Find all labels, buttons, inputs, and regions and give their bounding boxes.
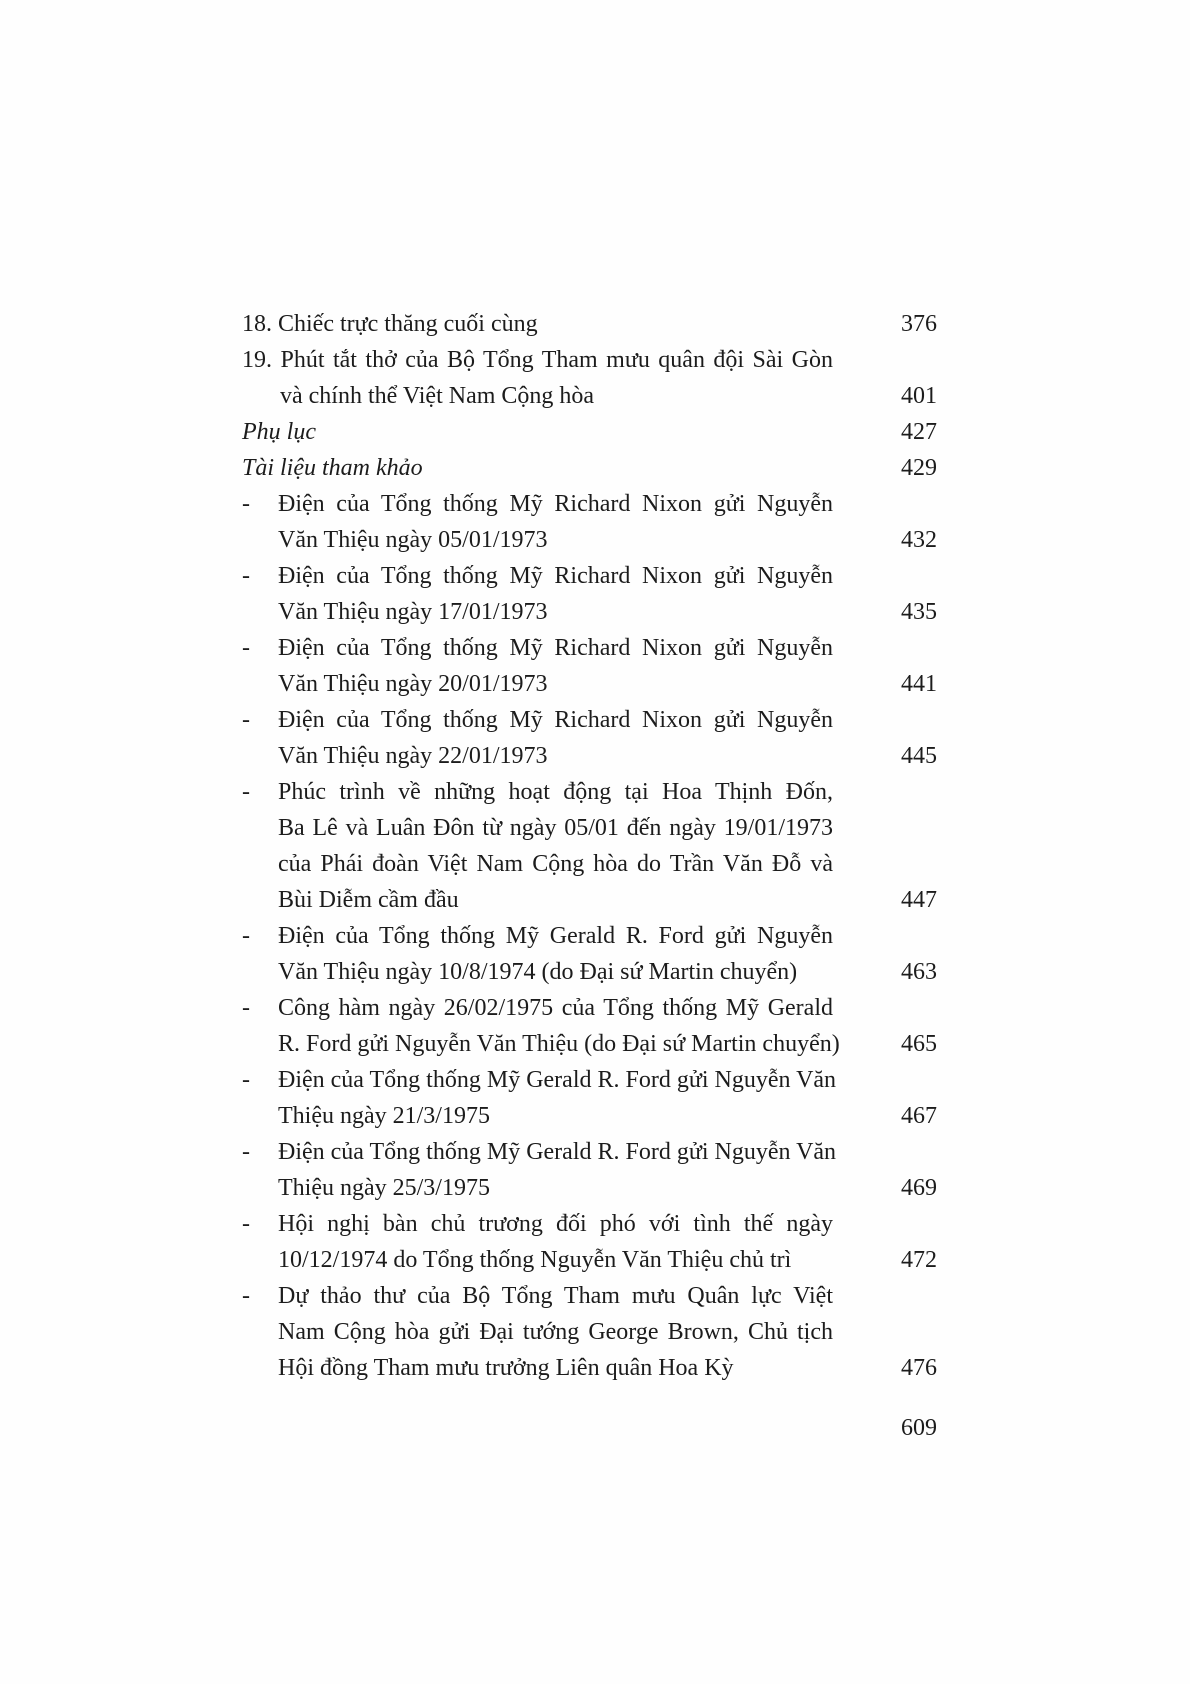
entry-line: Ba Lê và Luân Đôn từ ngày 05/01 đến ngày 19/01/1973 (278, 815, 833, 841)
entry-text (242, 486, 833, 558)
entry-line: - Điện của Tổng thống Mỹ Richard Nixon gửi Nguyễn (242, 630, 833, 666)
dash-marker: - (242, 923, 250, 949)
entry-text (242, 774, 833, 918)
entry-text (242, 1206, 833, 1278)
entry-page-number: 463 (901, 959, 937, 985)
toc-entry (242, 1278, 937, 1386)
entry-line: Phụ lục (242, 419, 316, 445)
entry-line: Hội đồng Tham mưu trưởng Liên quân Hoa Kỳ (278, 1355, 734, 1381)
entry-line: 10/12/1974 do Tổng thống Nguyễn Văn Thiệu chủ trì (278, 1247, 792, 1273)
folio-page-number: 609 (901, 1415, 937, 1441)
entry-text (242, 450, 833, 486)
entry-page-number: 427 (901, 419, 937, 445)
dash-marker: - (242, 707, 250, 733)
entry-line: 18. Chiếc trực thăng cuối cùng (242, 311, 538, 337)
toc-entry (242, 342, 937, 414)
entry-page-number: 476 (901, 1355, 937, 1381)
entry-page-number: 472 (901, 1247, 937, 1273)
table-of-contents (242, 306, 937, 1386)
entry-line: Nam Cộng hòa gửi Đại tướng George Brown, Chủ tịch (278, 1319, 833, 1345)
entry-page-number: 441 (901, 671, 937, 697)
entry-text (242, 990, 840, 1062)
entry-line: Bùi Diễm cầm đầu (278, 887, 459, 913)
dash-marker: - (242, 635, 250, 661)
entry-page-number: 429 (901, 455, 937, 481)
dash-marker: - (242, 1139, 250, 1165)
entry-line: Văn Thiệu ngày 17/01/1973 (278, 599, 548, 625)
toc-entry (242, 306, 937, 342)
toc-entry (242, 486, 937, 558)
entry-line: - Công hàm ngày 26/02/1975 của Tổng thống Mỹ Gerald (242, 990, 833, 1026)
entry-line: Thiệu ngày 21/3/1975 (278, 1103, 490, 1129)
entry-text (242, 306, 833, 342)
entry-page-number: 432 (901, 527, 937, 553)
entry-page-number: 469 (901, 1175, 937, 1201)
entry-line: Văn Thiệu ngày 22/01/1973 (278, 743, 548, 769)
entry-text (242, 918, 833, 990)
entry-line: Văn Thiệu ngày 10/8/1974 (do Đại sứ Martin chuyển) (278, 959, 798, 985)
entry-line: Văn Thiệu ngày 20/01/1973 (278, 671, 548, 697)
toc-entry (242, 1062, 937, 1134)
entry-text (242, 630, 833, 702)
dash-marker: - (242, 491, 250, 517)
chapter-number: 19. (242, 347, 272, 373)
entry-line: - Dự thảo thư của Bộ Tổng Tham mưu Quân lực Việt (242, 1278, 833, 1314)
entry-line: của Phái đoàn Việt Nam Cộng hòa do Trần Văn Đỗ và (278, 851, 833, 877)
entry-page-number: 467 (901, 1103, 937, 1129)
entry-line: - Điện của Tổng thống Mỹ Richard Nixon gửi Nguyễn (242, 702, 833, 738)
dash-marker: - (242, 1283, 250, 1309)
entry-text (242, 1134, 837, 1206)
toc-entry (242, 630, 937, 702)
entry-line: 19. Phút tắt thở của Bộ Tổng Tham mưu quân đội Sài Gòn (242, 347, 833, 373)
entry-page-number: 465 (901, 1031, 937, 1057)
entry-line: - Điện của Tổng thống Mỹ Gerald R. Ford gửi Nguyễn Văn (242, 1134, 833, 1170)
entry-line: Văn Thiệu ngày 05/01/1973 (278, 527, 548, 553)
entry-text (242, 414, 833, 450)
dash-marker: - (242, 779, 250, 805)
entry-line: - Điện của Tổng thống Mỹ Gerald R. Ford gửi Nguyễn Văn (242, 1062, 833, 1098)
entry-text (242, 1062, 837, 1134)
entry-line: R. Ford gửi Nguyễn Văn Thiệu (do Đại sứ Martin chuyển) (278, 1031, 840, 1057)
toc-entry (242, 558, 937, 630)
entry-text (242, 1278, 833, 1386)
entry-page-number: 376 (901, 311, 937, 337)
entry-line: và chính thể Việt Nam Cộng hòa (280, 383, 595, 409)
toc-entry (242, 774, 937, 918)
entry-line: - Hội nghị bàn chủ trương đối phó với tình thế ngày (242, 1206, 833, 1242)
dash-marker: - (242, 563, 250, 589)
entry-text (242, 558, 833, 630)
dash-marker: - (242, 1067, 250, 1093)
toc-entry (242, 414, 937, 450)
dash-marker: - (242, 1211, 250, 1237)
entry-page-number: 435 (901, 599, 937, 625)
entry-line: Tài liệu tham khảo (242, 455, 423, 481)
dash-marker: - (242, 995, 250, 1021)
entry-line: - Điện của Tổng thống Mỹ Gerald R. Ford gửi Nguyễn (242, 918, 833, 954)
toc-entry (242, 702, 937, 774)
entry-page-number: 401 (901, 383, 937, 409)
entry-page-number: 447 (901, 887, 937, 913)
chapter-number: 18. (242, 311, 272, 337)
toc-entry (242, 450, 937, 486)
toc-entry (242, 1134, 937, 1206)
entry-line: - Điện của Tổng thống Mỹ Richard Nixon gửi Nguyễn (242, 558, 833, 594)
entry-text (242, 342, 833, 414)
entry-text (242, 702, 833, 774)
toc-entry (242, 918, 937, 990)
toc-entry (242, 1206, 937, 1278)
toc-entry (242, 990, 937, 1062)
entry-page-number: 445 (901, 743, 937, 769)
entry-line: - Điện của Tổng thống Mỹ Richard Nixon gửi Nguyễn (242, 486, 833, 522)
entry-line: Thiệu ngày 25/3/1975 (278, 1175, 490, 1201)
entry-line: - Phúc trình về những hoạt động tại Hoa Thịnh Đốn, (242, 774, 833, 810)
